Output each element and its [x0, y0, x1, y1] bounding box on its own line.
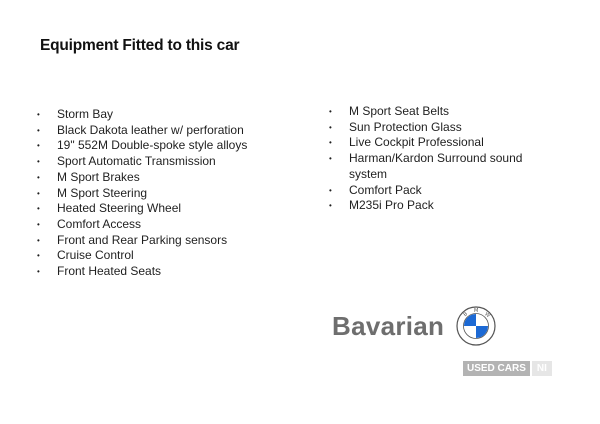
- list-item: • Front and Rear Parking sensors: [37, 232, 228, 247]
- list-item: • M Sport Steering: [37, 185, 148, 200]
- page-title: Equipment Fitted to this car: [40, 37, 240, 54]
- equipment-list-left: [37, 107, 297, 280]
- bullet-icon: •: [37, 251, 40, 261]
- bullet-icon: •: [37, 204, 40, 214]
- list-item: • M Sport Seat Belts: [329, 104, 450, 118]
- list-item: • Heated Steering Wheel: [37, 201, 182, 216]
- bmw-logo-icon: [456, 306, 496, 346]
- list-item: • M Sport Brakes: [37, 169, 140, 184]
- list-item: • Comfort Access: [37, 216, 142, 231]
- list-item: • M235i Pro Pack: [329, 198, 434, 213]
- used-cars-label: USED CARS: [463, 361, 530, 376]
- bullet-icon: •: [37, 188, 40, 198]
- bullet-icon: •: [329, 122, 332, 132]
- bullet-icon: •: [329, 138, 332, 148]
- list-item: • 19" 552M Double-spoke style alloys: [37, 138, 248, 153]
- svg-text:B: B: [462, 311, 470, 319]
- bullet-icon: •: [37, 172, 40, 182]
- list-item: • Black Dakota leather w/ perforation: [37, 122, 244, 137]
- used-cars-badge: [463, 361, 552, 376]
- dealer-name: Bavarian: [332, 310, 445, 341]
- list-item: • Comfort Pack: [329, 182, 422, 197]
- bullet-icon: •: [329, 201, 332, 211]
- list-item: • Cruise Control: [37, 248, 134, 263]
- bullet-icon: •: [329, 154, 332, 164]
- bullet-icon: •: [37, 110, 40, 119]
- svg-text:M: M: [474, 308, 479, 315]
- list-item: • Sun Protection Glass: [329, 119, 462, 134]
- bullet-icon: •: [37, 157, 40, 167]
- equipment-list-right: [329, 104, 529, 214]
- ni-label: NI: [532, 361, 552, 376]
- list-item: • Live Cockpit Professional: [329, 135, 484, 150]
- list-item: • Sport Automatic Transmission: [37, 154, 216, 169]
- list-item: • Front Heated Seats: [37, 264, 162, 279]
- bullet-icon: •: [329, 107, 332, 116]
- list-item: • Harman/Kardon Surround sound system: [329, 151, 523, 181]
- bullet-icon: •: [37, 141, 40, 151]
- bullet-icon: •: [329, 185, 332, 195]
- bullet-icon: •: [37, 267, 40, 277]
- dealer-branding: [332, 306, 496, 346]
- list-item: • Storm Bay: [37, 107, 114, 121]
- svg-text:W: W: [483, 311, 492, 320]
- bullet-icon: •: [37, 125, 40, 135]
- bullet-icon: •: [37, 219, 40, 229]
- bullet-icon: •: [37, 235, 40, 245]
